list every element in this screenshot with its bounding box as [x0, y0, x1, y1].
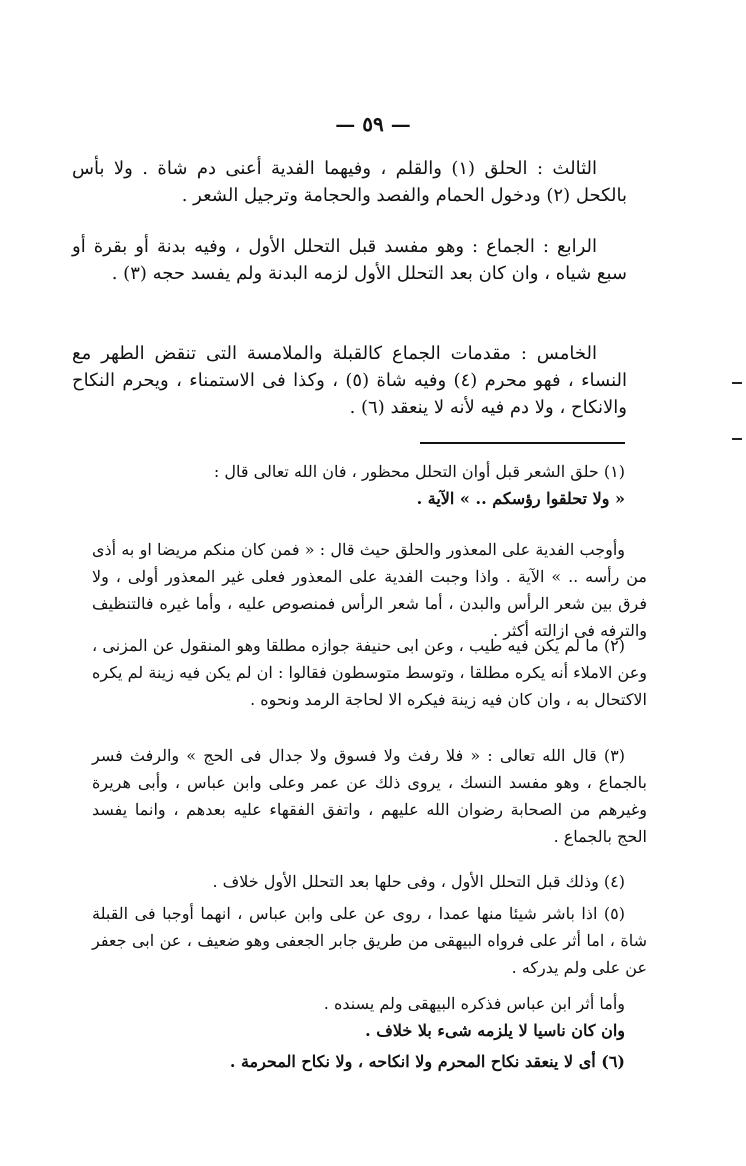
footnote-1-continuation: وأوجب الفدية على المعذور والحلق حيث قال : « فمن كان منكم مريضا او به أذى من رأسه .. » الآية . واذا وجبت الفدية على المعذور فعلى غير المعذور أولى ، ولا فرق بين شعر الرأس والبدن ، أما شعر الرأس فمنصوص عليه ، وأما غيره فالتنظيف والترفه فى ازالته أكثر .: [92, 540, 647, 640]
main-paragraph-fourth: [72, 233, 627, 287]
footnote-2: [92, 632, 647, 713]
footnote-4-text: (٤) وذلك قبل التحلل الأول ، وفى حلها بعد التحلل الأول خلاف .: [212, 872, 625, 891]
footnote-divider: [420, 442, 625, 444]
footnote-1-continued: [92, 536, 647, 644]
footnote-3: [92, 742, 647, 850]
footnote-6-text: (٦) أى لا ينعقد نكاح المحرم ولا انكاحه ، ولا نكاح المحرمة .: [229, 1052, 625, 1071]
footnote-1: [92, 458, 647, 512]
page-number: — ٥٩ —: [335, 112, 411, 136]
main-paragraph-third: [72, 155, 627, 209]
footnote-2-text: (٢) ما لم يكن فيه طيب ، وعن ابى حنيفة جوازه مطلقا وهو المنقول عن المزنى ، وعن الاملاء أنه يكره مطلقا ، وتوسط متوسطون فقالوا : ان لم يكن فيه زينة لم يكره الاكتحال به ، وان كان فيه زينة فيكره الا لحاجة الرمد ونحوه .: [92, 636, 647, 709]
main-text-fourth: الرابع : الجماع : وهو مفسد قبل التحلل الأول ، وفيه بدنة أو بقرة أو سبع شياه ، وان كان بعد التحلل الأول لزمه البدنة ولم يفسد حجه (٣) .: [72, 236, 627, 284]
main-paragraph-fifth: [72, 340, 627, 421]
footnote-6: [92, 1048, 647, 1075]
margin-mark: [732, 382, 742, 384]
margin-mark: [732, 438, 742, 440]
footnote-5-note-b: وان كان ناسيا لا يلزمه شىء بلا خلاف .: [365, 1021, 625, 1040]
footnote-5-note-a: وأما أثر ابن عباس فذكره البيهقى ولم يسنده .: [323, 994, 625, 1013]
footnote-5-text: (٥) اذا باشر شيئا منها عمدا ، روى عن على وابن عباس ، انهما أوجبا فى القبلة شاة ، اما أثر على فرواه البيهقى من طريق جابر الجعفى وهو ضعيف ، عن ابى جعفر عن على ولم يدركه .: [92, 904, 647, 977]
main-text-fifth: الخامس : مقدمات الجماع كالقبلة والملامسة التى تنقض الطهر مع النساء ، فهو محرم (٤) وفيه شاة (٥) ، وكذا فى الاستمناء ، ويحرم النكاح والانكاح ، ولا دم فيه لأنه لا ينعقد (٦) .: [72, 343, 627, 418]
main-text-third: الثالث : الحلق (١) والقلم ، وفيهما الفدية أعنى دم شاة . ولا بأس بالكحل (٢) ودخول الحمام والفصد والحجامة وترجيل الشعر .: [72, 158, 627, 206]
footnote-5-continued: [92, 990, 647, 1044]
footnote-1-quote: « ولا تحلقوا رؤسكم .. » الآية .: [416, 489, 625, 508]
footnote-5: [92, 900, 647, 981]
footnote-3-text: (٣) قال الله تعالى : « فلا رفث ولا فسوق ولا جدال فى الحج » والرفث فسر بالجماع ، وهو مفسد النسك ، يروى ذلك عن عمر وعلى وابن عباس ، وأبى هريرة وغيرهم من الصحابة رضوان الله عليهم ، واتفق الفقهاء عليه بعدهم ، وانما يفسد الحج بالجماع .: [92, 746, 647, 846]
footnote-4: [92, 868, 647, 895]
footnote-1-text: (١) حلق الشعر قبل أوان التحلل محظور ، فان الله تعالى قال :: [213, 462, 625, 481]
